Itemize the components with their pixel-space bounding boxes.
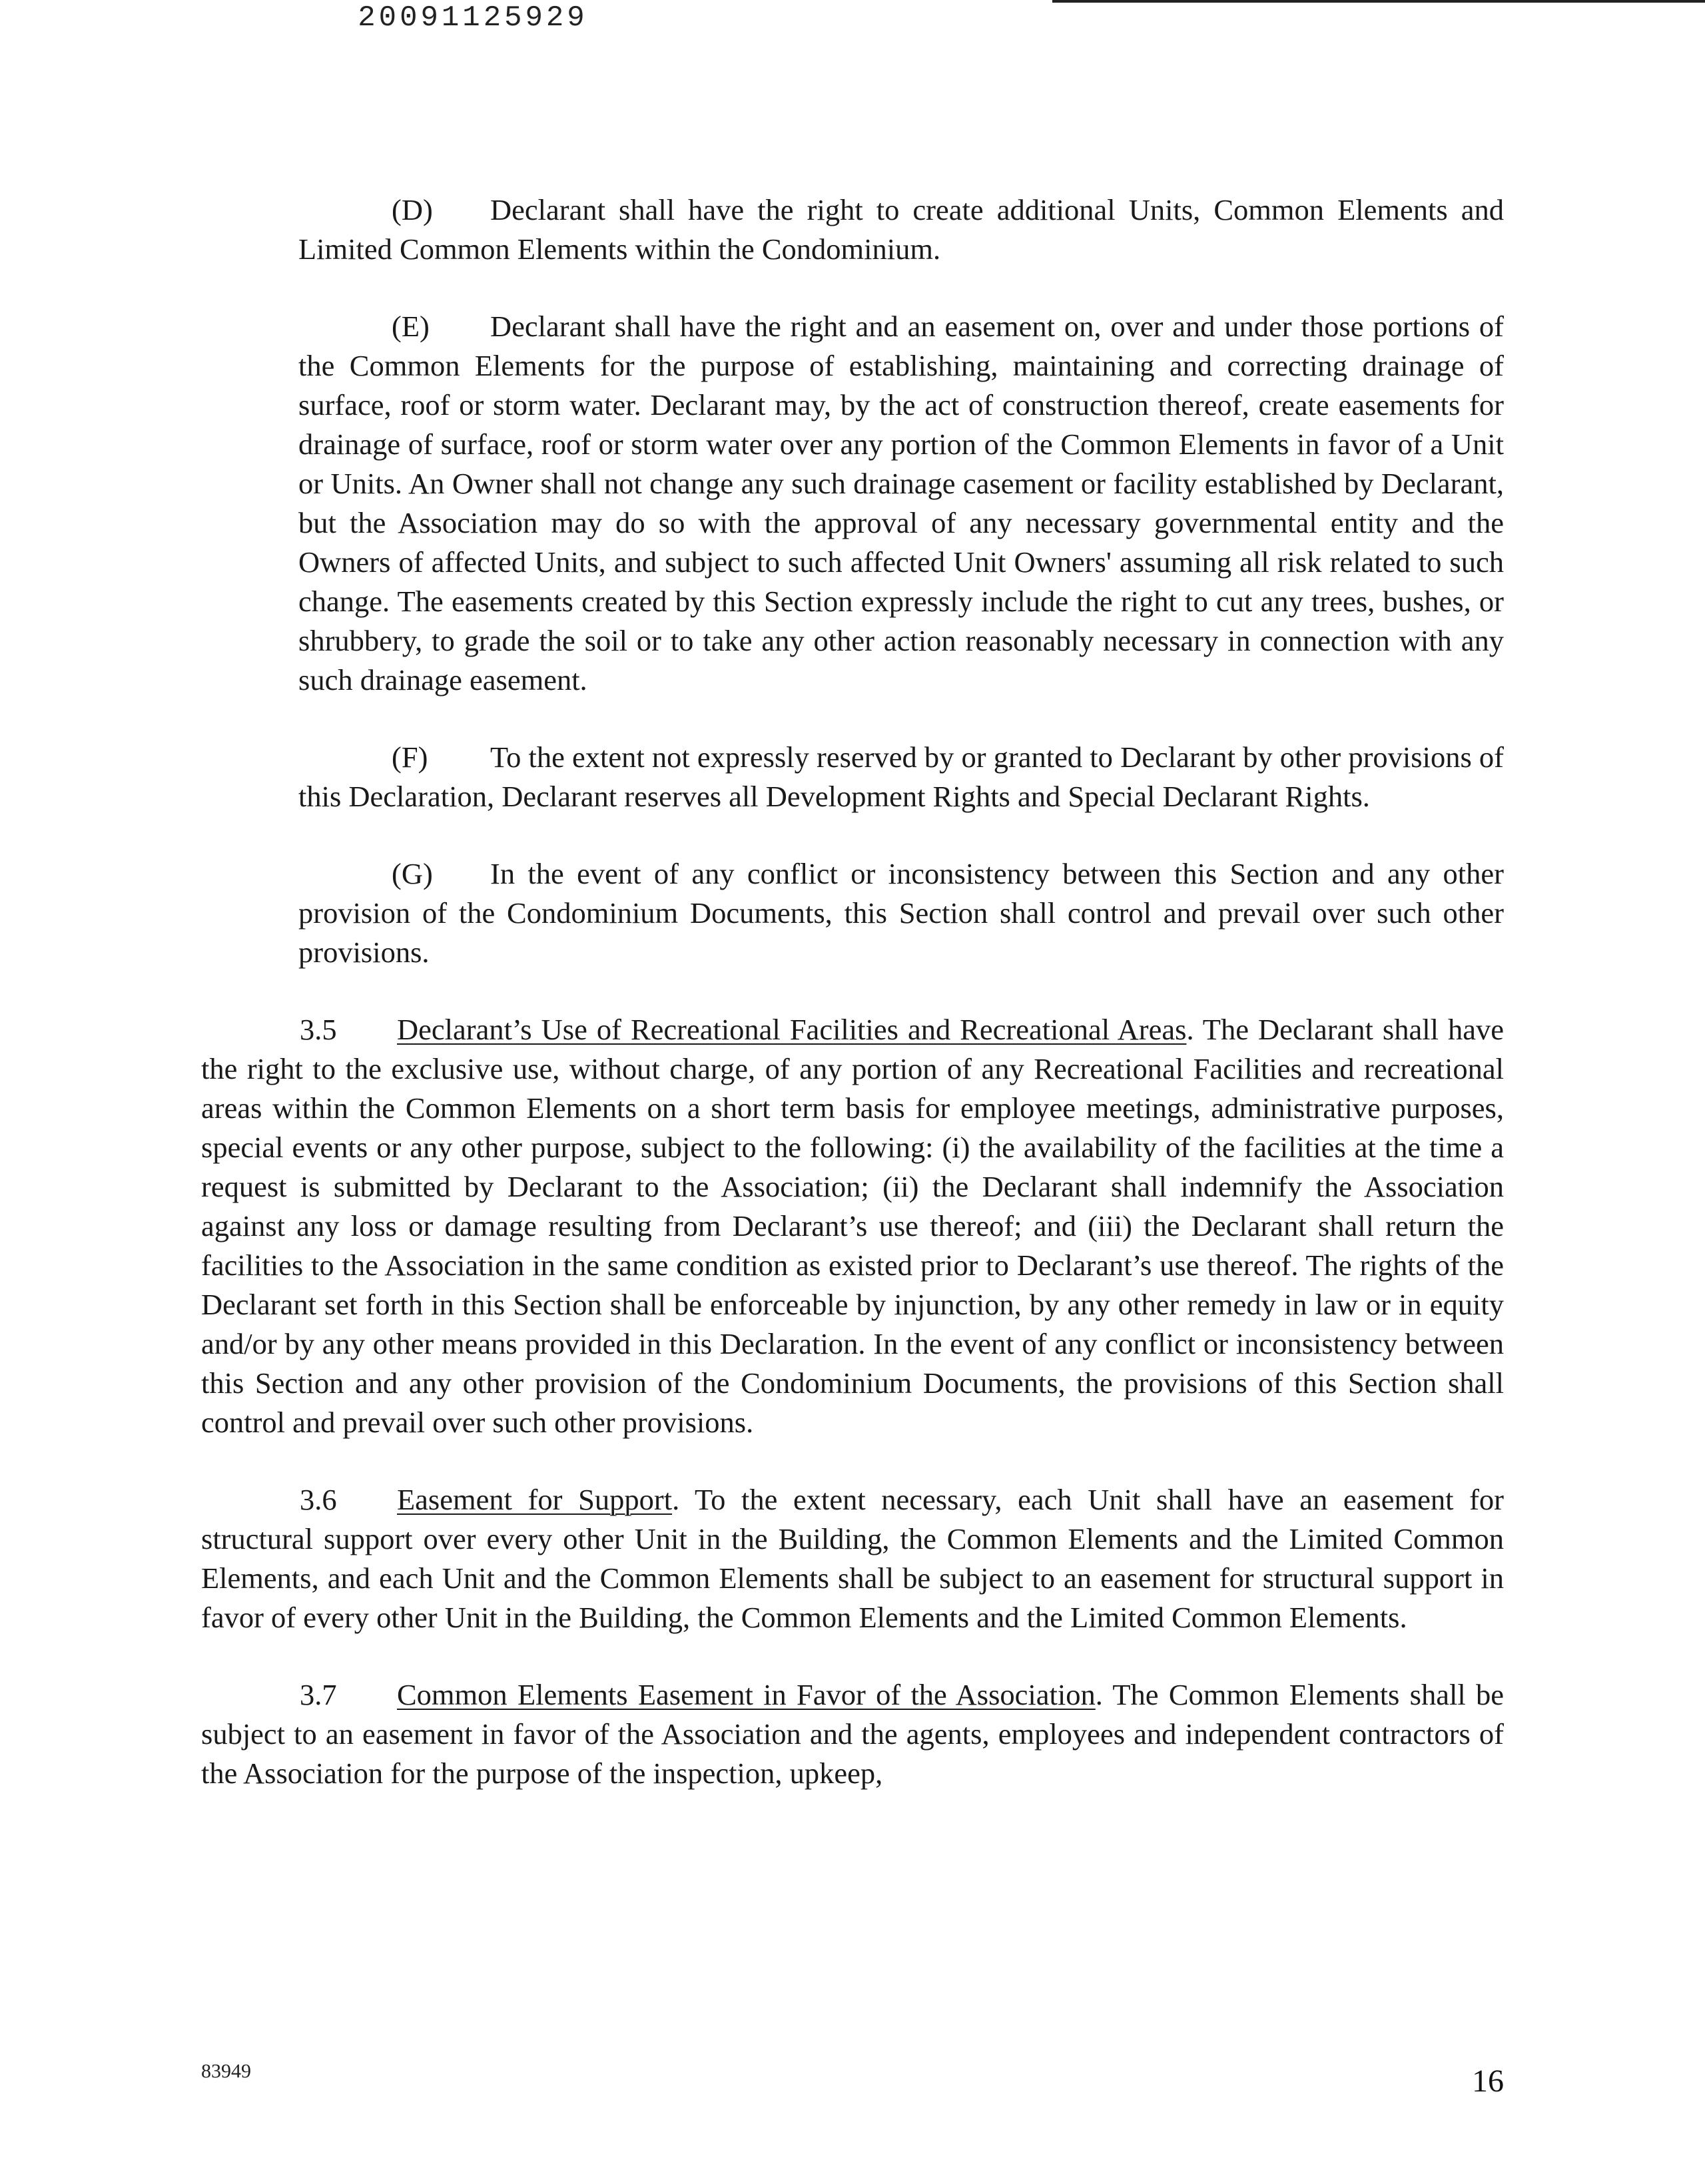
paragraph-d — [298, 190, 1504, 269]
section-heading: Common Elements Easement in Favor of the Association — [397, 1678, 1096, 1711]
paragraph-tag: (G) — [392, 857, 433, 890]
paragraph-text: Declarant shall have the right to create additional Units, Common Elements and Limited Common Elements within the Condominium. — [298, 193, 1504, 266]
paragraph-g — [298, 854, 1504, 972]
paragraph-tag: (E) — [392, 310, 430, 343]
section-heading: Easement for Support — [397, 1483, 673, 1516]
paragraph-text: In the event of any conflict or inconsistency between this Section and any other provision of the Condominium Documents, this Section shall control and prevail over such other provisions. — [298, 857, 1504, 969]
section-text: . The Common Elements shall be subject to an easement in favor of the Association and the agents, employees and independent contractors of the Association for the purpose of the inspection, upkeep, — [201, 1678, 1504, 1790]
section-number: 3.5 — [300, 1013, 337, 1046]
footer-code: 83949 — [201, 2060, 251, 2082]
section-text: . To the extent necessary, each Unit shall have an easement for structural support over every other Unit in the Building, the Common Elements and the Limited Common Elements, and each Unit and the Common Elements shall be subject to an easement for structural support in favor of every other Unit in the Building, the Common Elements and the Limited Common Elements. — [201, 1483, 1504, 1634]
paragraph-text: To the extent not expressly reserved by or granted to Declarant by other provisions of this Declaration, Declarant reserves all Development Rights and Special Declarant Rights. — [298, 740, 1504, 813]
section-3-7 — [201, 1675, 1504, 1793]
paragraph-text: Declarant shall have the right and an easement on, over and under those portions of the Common Elements for the purpose of establishing, maintaining and correcting drainage of surface, roof or storm water. Declarant may, by the act of construction thereof, create easements for drainage of surface, roof or storm water over any portion of the Common Elements in favor of a Unit or Units. An Owner shall not change any such drainage casement or facility established by Declarant, but the Association may do so with the approval of any necessary governmental entity and the Owners of affected Units, and subject to such affected Unit Owners' assuming all risk related to such change. The easements created by this Section expressly include the right to cut any trees, bushes, or shrubbery, to grade the soil or to take any other action reasonably necessary in connection with any such drainage easement. — [298, 310, 1504, 696]
section-heading: Declarant’s Use of Recreational Facilities and Recreational Areas — [397, 1013, 1187, 1046]
top-rule — [1052, 0, 1705, 3]
section-text: . The Declarant shall have the right to the exclusive use, without charge, of any portion of any Recreational Facilities and recreational areas within the Common Elements on a short term basis for employee meetings, administrative purposes, special events or any other purpose, subject to the following: (i) the availability of the facilities at the time a request is submitted by Declarant to the Association; (ii) the Declarant shall indemnify the Association against any loss or damage resulting from Declarant’s use thereof; and (iii) the Declarant shall return the facilities to the Association in the same condition as existed prior to Declarant’s use thereof. The rights of the Declarant set forth in this Section shall be enforceable by injunction, by any other remedy in law or in equity and/or by any other means provided in this Declaration. In the event of any conflict or inconsistency between this Section and any other provision of the Condominium Documents, the provisions of this Section shall control and prevail over such other provisions. — [201, 1013, 1505, 1439]
paragraph-tag: (F) — [392, 740, 428, 774]
paragraph-f — [298, 738, 1504, 816]
page-number: 16 — [1472, 2063, 1504, 2099]
section-3-6 — [201, 1480, 1504, 1637]
document-number: 20091125929 — [358, 1, 588, 35]
section-number: 3.6 — [300, 1483, 337, 1516]
paragraph-e — [298, 307, 1504, 700]
paragraph-tag: (D) — [392, 193, 433, 226]
document-body — [201, 190, 1504, 1831]
section-number: 3.7 — [300, 1678, 337, 1711]
section-3-5 — [201, 1010, 1504, 1442]
